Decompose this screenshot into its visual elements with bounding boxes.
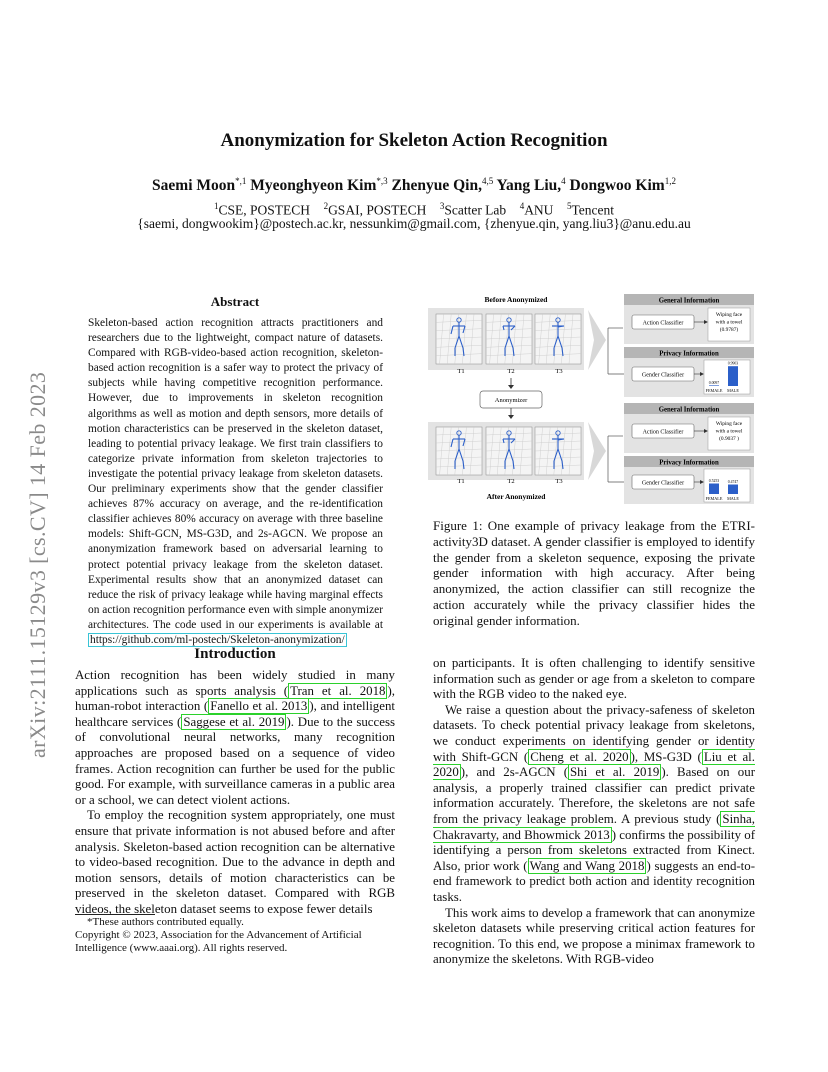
affiliation: Tencent: [571, 202, 614, 218]
frame-label: T1: [457, 478, 465, 485]
affiliation: Scatter Lab: [444, 202, 507, 218]
author-name: Zhenyue Qin,: [391, 177, 482, 195]
abstract-text: Skeleton-based action recognition attracts practitioners and researchers due to the lightweight, compact nature of datasets. Compared with RGB-video-based action recognition, skeleton-based action recognition is a safer way to protect the privacy of subjects while having competitive recognition performance. However, due to improvements in skeleton recognition algorithms as well as motion and depth sensors, more details of motion characteristics can be preserved in the skeleton dataset, leading to potential privacy leakage. We first train classifiers to categorize private information from skeleton trajectories to investigate the potential privacy leakage from skeleton datasets. Our preliminary experiments show that the gender classifier achieves 87% accuracy on average, and the re-identification classifier achieves 80% accuracy on average with three baseline models: Shift-GCN, MS-G3D, and 2s-AGCN. We propose an anonymization framework based on adversarial learning to protect potential privacy leakage from the skeleton dataset. Experimental results show that an anonymized dataset can reduce the risk of privacy leakage while having marginal effects on action recognition performance even with simple anonymizer architectures. The code used in our experiments is available at: [88, 317, 383, 631]
paper-title: Anonymization for Skeleton Action Recognition: [220, 130, 608, 151]
general-info-title: General Information: [658, 406, 720, 414]
citation-link[interactable]: Tran et al. 2018: [290, 683, 386, 698]
arrow-down-head: [508, 415, 514, 419]
gender-label-male: MALE: [727, 496, 739, 501]
action-result-text: [716, 420, 743, 442]
abstract-body: [88, 316, 383, 648]
privacy-info-title: Privacy Information: [659, 459, 719, 467]
gender-bar: [728, 366, 738, 386]
author-name: Dongwoo Kim: [569, 177, 665, 195]
gender-label-female: FEMALE: [705, 388, 723, 393]
abstract-heading: Abstract: [210, 294, 260, 309]
author-name: Myeonghyeon Kim: [250, 177, 377, 195]
footnote-equal-contribution: *These authors contributed equally.: [87, 916, 244, 928]
gender-classifier-label: Gender Classifier: [641, 372, 685, 379]
gender-bar: [728, 485, 738, 494]
gender-label-female: FEMALE: [705, 496, 723, 501]
affiliation: CSE, POSTECH: [218, 202, 311, 218]
arrow-down-head: [508, 385, 514, 389]
privacy-info-title: Privacy Information: [659, 350, 719, 358]
citation-link[interactable]: Wang and Wang 2018: [529, 858, 645, 873]
action-result-line: (0.9037 ): [719, 436, 739, 442]
arxiv-identifier: arXiv:2111.15129v3 [cs.CV] 14 Feb 2023: [25, 371, 50, 758]
action-result-line: with a towel: [715, 428, 743, 435]
gender-bar-value: 0.0097: [708, 380, 720, 385]
code-link[interactable]: https://github.com/ml-postech/Skeleton-anonymization/: [90, 633, 345, 646]
gender-bar-value: 0.4747: [727, 480, 739, 485]
frame-label: T3: [555, 478, 563, 485]
intro-paragraph-1: Action recognition has been widely studied in many applications such as sports analysis ( Tran et al. 2018 ), human-robot interaction ( Fanello et al. 2013 ), and intelligent healthcare services ( Saggese et al. 2019 ). Due to the success of convolutional neural networks, many recognition approaches are proposed based on a sequence of video frames. Action recognition can further be used for the public good. For example, with surveillance cameras in a public area or a school, we can detect violent actions.: [75, 668, 395, 807]
frame-label: T2: [507, 368, 515, 375]
frame-label: T3: [555, 368, 563, 375]
author-list: Saemi Moon$^{*,1}$ Myeonghyeon Kim$^{*,3}$ Zhenyue Qin,$^{4,5}$ Yang Liu,$^4$ Dongwoo Kim$^{1,2}$: [152, 176, 676, 195]
right-paragraph-2: We raise a question about the privacy-safeness of skeleton datasets. To check potential privacy leakage from skeletons, we conduct experiments on identifying gender or identity with Shift-GCN ( Cheng et al. 2020 ), MS-G3D ( Liu et al. 2020 ), and 2s-AGCN ( Shi et al. 2019 ). Based on our analysis, a properly trained classifier can predict private information accurately. Therefore, the skeletons are not safe from the privacy leakage problem. A previous study ( Sinha, Chakravarty, and Bhowmick 2013 ) confirms the possibility of identifying a person from skeletons extracted from Kinect. Also, prior work ( Wang and Wang 2018 ) suggests an end-to-end framework to predict both action and identity recognition tasks.: [433, 702, 756, 904]
citation-link[interactable]: Cheng et al. 2020: [530, 749, 629, 764]
gender-label-male: MALE: [727, 388, 739, 393]
anonymizer-label: Anonymizer: [494, 397, 528, 404]
gender-bar: [709, 385, 719, 386]
author-name: Saemi Moon: [152, 177, 236, 195]
action-result-line: Wiping face: [715, 312, 743, 318]
action-result-line: Wiping face: [715, 421, 743, 427]
right-paragraph-3: This work aims to develop a framework that can anonymize skeleton datasets while preserving critical action features for recognition. To this end, we propose a minimax framework to anonymize the skeletons. With RGB-video: [433, 905, 755, 967]
figure-caption: Figure 1: One example of privacy leakage from the ETRI-activity3D dataset. A gender classifier is employed to identify the gender from a skeleton sequence, exposing the private gender information with high accuracy. After being anonymized, the action classifier can still recognize the action accurately while the privacy classifier hides the original gender information.: [433, 518, 755, 628]
action-classifier-label: Action Classifier: [642, 320, 684, 327]
affiliation: ANU: [524, 202, 554, 218]
after-frames: [436, 427, 581, 475]
citation-link[interactable]: Shi et al. 2019: [570, 765, 660, 780]
general-info-title: General Information: [658, 297, 720, 305]
intro-body: [75, 668, 395, 918]
author-name: Yang Liu,: [496, 177, 562, 195]
action-result-line: (0.9787): [719, 327, 739, 333]
author-emails: {saemi, dongwookim}@postech.ac.kr, nessunkim@gmail.com, {zhenyue.qin, yang.liu3}@anu.edu.au: [137, 216, 691, 231]
gender-bar: [709, 483, 719, 494]
frame-label: T2: [507, 478, 515, 485]
before-frames: [436, 314, 581, 364]
right-column-body: [433, 656, 755, 968]
right-paragraph-1: on participants. It is often challenging to identify sensitive information such as gender or age from a skeleton to compare with the RGB video to the naked eye.: [433, 656, 755, 702]
intro-paragraph-2: To employ the recognition system appropriately, one must ensure that private information is not abused before and after analysis. Skeleton-based action recognition can be alternative to video-based recognition. Due to the advance in depth and motion sensors, details of motion characteristics can be preserved in the skeleton dataset. Compared with RGB videos, the skeleton dataset seems to expose fewer details: [75, 808, 395, 916]
action-result-line: with a towel: [715, 319, 743, 326]
arxiv-sidebar: [25, 288, 50, 758]
citation-link[interactable]: Sinha, Chakravarty, and Bhowmick 2013: [433, 811, 755, 842]
affiliations: $^1$CSE, POSTECH $^2$GSAI, POSTECH $^3$Scatter Lab $^4$ANU $^5$Tencent: [214, 201, 614, 218]
citation-link[interactable]: Fanello et al. 2013: [210, 699, 308, 714]
chevron-right-icon: [588, 310, 606, 370]
gender-bar-value: 0.9903: [727, 361, 739, 366]
frame-label: T1: [457, 368, 465, 375]
footnotes: [75, 916, 395, 956]
intro-heading: Introduction: [194, 646, 276, 662]
affiliation: GSAI, POSTECH: [328, 202, 427, 218]
chevron-right-icon: [588, 422, 606, 480]
action-classifier-label: Action Classifier: [642, 429, 684, 436]
figure-1-diagram: [428, 290, 758, 505]
before-anonymized-label: Before Anonymized: [484, 295, 548, 304]
citation-link[interactable]: Liu et al. 2020: [433, 749, 755, 780]
gender-classifier-label: Gender Classifier: [641, 480, 685, 487]
footnote-rule: [75, 914, 155, 915]
copyright-notice: Copyright © 2023, Association for the Advancement of Artificial Intelligence (www.aaai.org). All rights reserved.: [75, 929, 362, 955]
citation-link[interactable]: Saggese et al. 2019: [183, 714, 285, 729]
gender-bar-value: 0.5253: [708, 478, 720, 483]
after-anonymized-label: After Anonymized: [486, 492, 546, 501]
figure-1: [428, 290, 758, 505]
